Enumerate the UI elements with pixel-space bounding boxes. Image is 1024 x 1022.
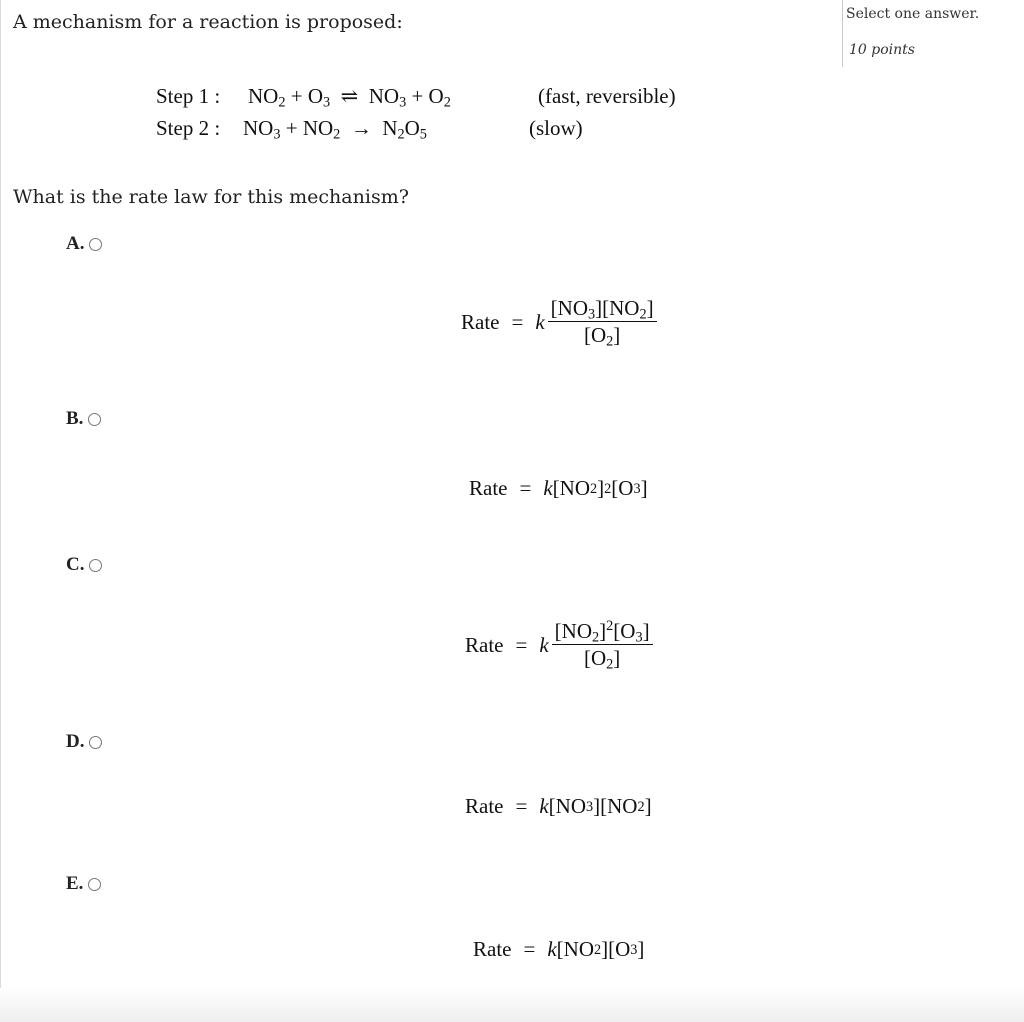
- option-d-radio[interactable]: [89, 736, 102, 749]
- rate-label: Rate: [465, 633, 504, 658]
- option-a-radio[interactable]: [89, 238, 102, 251]
- option-c-radio[interactable]: [89, 559, 102, 572]
- option-e-radio[interactable]: [88, 878, 101, 891]
- question-prompt: What is the rate law for this mechanism?: [13, 186, 409, 208]
- step-1-equation: $NO_2 + O_3$ ⇌ $NO_3 + O_2$: [248, 84, 451, 111]
- step-1-label: Step 1 :: [156, 84, 221, 108]
- option-d-letter: D.: [66, 731, 85, 752]
- option-e-letter: E.: [66, 873, 84, 894]
- step-1-notes: (fast, reversible): [538, 84, 676, 108]
- step-2-equation: $NO_3 + NO_2 \to N_2O_5$: [243, 116, 427, 143]
- option-a-equation: Rate = k $\frac{[NO_3][NO_2]}{[O_2]}$: [461, 297, 657, 348]
- option-c-letter: C.: [66, 554, 85, 575]
- option-b-letter: B.: [66, 408, 84, 429]
- option-d[interactable]: [66, 731, 102, 753]
- select-instruction: Select one answer.: [846, 6, 980, 22]
- rate-label: Rate: [469, 476, 508, 500]
- option-c-equation: Rate = k $\frac{[NO_2]^2[O_3]}{[O_2]}$: [465, 620, 653, 671]
- option-c[interactable]: [66, 554, 102, 576]
- points-value: 10 points: [849, 42, 915, 58]
- option-a-letter: A.: [66, 233, 85, 254]
- step-2-label: Step 2 :: [156, 116, 221, 140]
- option-b-equation: Rate = k [NO 2 ] 2 [O 3 ]: [469, 476, 648, 500]
- option-e-equation: Rate = k [NO 2 ][O 3 ]: [473, 937, 645, 961]
- bottom-shade: [0, 988, 1024, 1022]
- question-intro: A mechanism for a reaction is proposed:: [13, 11, 403, 33]
- fraction: $\frac{[NO_3][NO_2]}{[O_2]}$: [548, 297, 657, 348]
- rate-label: Rate: [461, 310, 500, 335]
- step-2-notes: (slow): [529, 116, 583, 140]
- rate-label: Rate: [465, 794, 504, 818]
- fraction: $\frac{[NO_2]^2[O_3]}{[O_2]}$: [552, 620, 653, 671]
- question-meta-panel: [842, 0, 1024, 67]
- option-d-equation: Rate = k [NO 3 ][NO 2 ]: [465, 794, 652, 818]
- option-b-radio[interactable]: [88, 413, 101, 426]
- option-b[interactable]: [66, 408, 101, 430]
- rate-label: Rate: [473, 937, 512, 961]
- option-e[interactable]: [66, 873, 101, 895]
- option-a[interactable]: [66, 233, 102, 255]
